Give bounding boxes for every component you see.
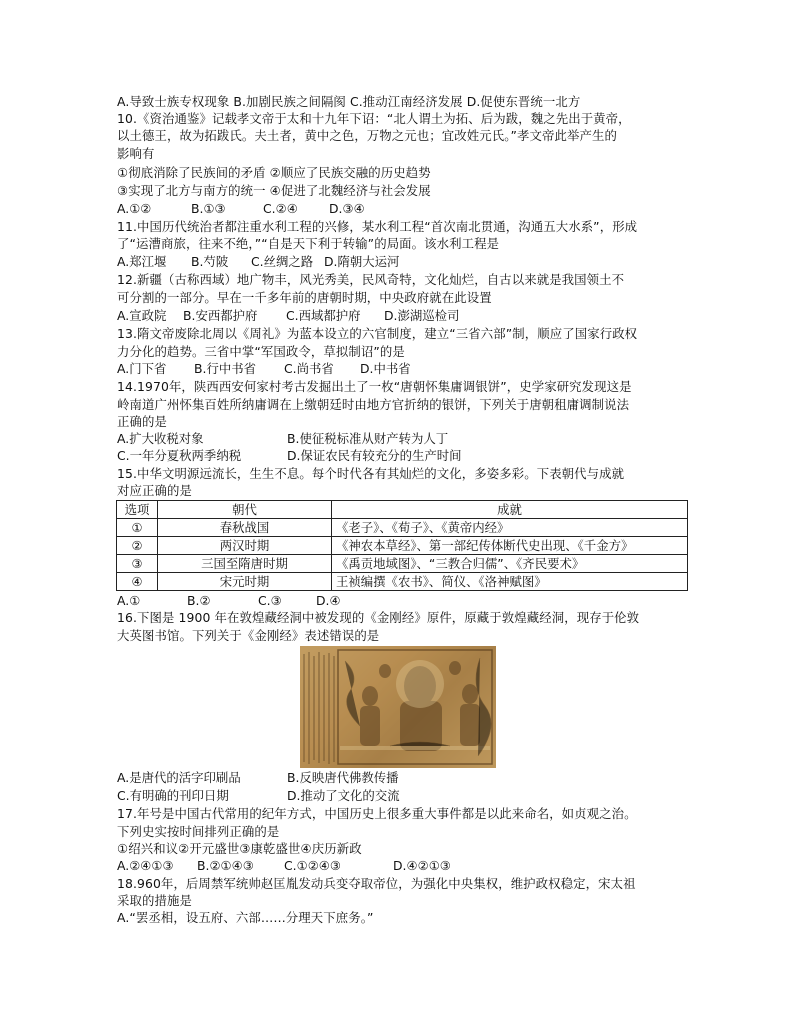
table-row	[117, 537, 688, 555]
table-header-achievement: 成就	[332, 501, 688, 519]
table-cell-dynasty: 三国至隋唐时期	[158, 555, 332, 573]
q12-option-d[interactable]: D.澎湖巡检司	[384, 308, 460, 323]
q13-option-a[interactable]: A.门下省	[117, 361, 167, 376]
q10-option-c[interactable]: C.②④	[263, 201, 298, 216]
q15-stem-line2: 对应正确的是	[117, 483, 192, 498]
q10-option-a[interactable]: A.①②	[117, 201, 152, 216]
q16-stem-line2: 大英图书馆。下列关于《金刚经》表述错误的是	[117, 628, 380, 643]
q16-option-a[interactable]: A.是唐代的活字印刷品	[117, 770, 241, 785]
q18-option-a[interactable]: A.“罢丞相，设五府、六部……分理天下庶务。”	[117, 910, 374, 925]
table-cell-option: ④	[117, 573, 158, 591]
q12-option-c[interactable]: C.西域都护府	[286, 308, 361, 323]
q12-option-a[interactable]: A.宣政院	[117, 308, 167, 323]
q17-stem-line1: 17.年号是中国古代常用的纪年方式，中国历史上很多重大事件都是以此来命名，如贞观之治。	[117, 806, 637, 821]
q14-option-a[interactable]: A.扩大收税对象	[117, 431, 204, 446]
sutra-illustration	[300, 646, 496, 768]
q17-stem-line2: 下列史实按时间排列正确的是	[117, 824, 280, 839]
q11-option-a[interactable]: A.郑江堰	[117, 254, 167, 269]
q14-stem-line2: 岭南道广州怀集百姓所纳庸调在上缴朝廷时由地方官折纳的银饼，下列关于唐朝租庸调制说法	[117, 397, 630, 412]
q13-option-c[interactable]: C.尚书省	[284, 361, 334, 376]
q10-stem-line3: 影响有	[117, 146, 155, 161]
dynasty-achievement-table	[116, 500, 688, 591]
table-cell-achievement: 《禹贡地域图》、“三教合归儒”、《齐民要术》	[332, 555, 688, 573]
table-cell-achievement: 《老子》、《荀子》、《黄帝内经》	[332, 519, 688, 537]
q16-option-c[interactable]: C.有明确的刊印日期	[117, 788, 229, 803]
table-cell-option: ③	[117, 555, 158, 573]
table-cell-dynasty: 宋元时期	[158, 573, 332, 591]
q11-option-c[interactable]: C.丝绸之路	[251, 254, 314, 269]
q17-option-a[interactable]: A.②④①③	[117, 858, 174, 873]
q14-stem-line1: 14.1970年，陕西西安何家村考古发掘出土了一枚“唐朝怀集庸调银饼”，史学家研究发现这是	[117, 379, 632, 394]
table-header-dynasty: 朝代	[158, 501, 332, 519]
q12-stem-line2: 可分割的一部分。早在一千多年前的唐朝时期，中央政府就在此设置	[117, 290, 492, 305]
q15-option-c[interactable]: C.③	[258, 593, 282, 608]
q10-statement-3-4: ③实现了北方与南方的统一 ④促进了北魏经济与社会发展	[117, 183, 431, 198]
q13-option-b[interactable]: B.行中书省	[194, 361, 257, 376]
q10-option-d[interactable]: D.③④	[329, 201, 365, 216]
table-row	[117, 555, 688, 573]
q13-stem-line2: 力分化的趋势。三省中掌“军国政令，草拟制诏”的是	[117, 344, 405, 359]
q17-statements: ①绍兴和议②开元盛世③康乾盛世④庆历新政	[117, 841, 362, 856]
q14-option-d[interactable]: D.保证农民有较充分的生产时间	[287, 448, 462, 463]
table-cell-dynasty: 两汉时期	[158, 537, 332, 555]
q13-option-d[interactable]: D.中书省	[360, 361, 411, 376]
table-row	[117, 573, 688, 591]
table-header-row	[117, 501, 688, 519]
table-cell-option: ②	[117, 537, 158, 555]
q11-stem-line1: 11.中国历代统治者都注重水利工程的兴修，某水利工程“首次南北贯通，沟通五大水系”，形成	[117, 219, 638, 234]
q15-stem-line1: 15.中华文明源远流长，生生不息。每个时代各有其灿烂的文化，多姿多彩。下表朝代与成就	[117, 466, 625, 481]
q15-option-b[interactable]: B.②	[187, 593, 211, 608]
q17-option-b[interactable]: B.②①④③	[197, 858, 254, 873]
q18-stem-line2: 采取的措施是	[117, 893, 192, 908]
q18-stem-line1: 18.960年，后周禁军统帅赵匡胤发动兵变夺取帝位，为强化中央集权，维护政权稳定，宋太祖	[117, 876, 636, 891]
q16-stem-line1: 16.下图是 1900 年在敦煌藏经洞中被发现的《金刚经》原件，原藏于敦煌藏经洞，现存于伦敦	[117, 610, 640, 625]
q11-stem-line2: 了“运漕商旅，往来不绝，”“自是天下利于转输”的局面。该水利工程是	[117, 236, 500, 251]
q9-options-line: A.导致士族专权现象 B.加剧民族之间隔阂 C.推动江南经济发展 D.促使东晋统一北方	[117, 94, 581, 109]
diamond-sutra-image	[300, 646, 496, 768]
q10-statement-1-2: ①彻底消除了民族间的矛盾 ②顺应了民族交融的历史趋势	[117, 165, 431, 180]
q13-stem-line1: 13.隋文帝废除北周以《周礼》为蓝本设立的六官制度，建立“三省六部”制，顺应了国家行政权	[117, 326, 638, 341]
q16-option-d[interactable]: D.推动了文化的交流	[287, 788, 400, 803]
table-cell-achievement: 王祯编撰《农书》、简仪、《洛神赋图》	[332, 573, 688, 591]
q17-option-d[interactable]: D.④②①③	[393, 858, 451, 873]
q12-option-b[interactable]: B.安西都护府	[183, 308, 258, 323]
q17-option-c[interactable]: C.①②④③	[284, 858, 342, 873]
table-cell-achievement: 《神农本草经》、第一部纪传体断代史出现、《千金方》	[332, 537, 688, 555]
q11-option-b[interactable]: B.芍陂	[191, 254, 229, 269]
table-cell-dynasty: 春秋战国	[158, 519, 332, 537]
q14-stem-line3: 正确的是	[117, 414, 167, 429]
q16-option-b[interactable]: B.反映唐代佛教传播	[287, 770, 399, 785]
table-header-option: 选项	[117, 501, 158, 519]
q10-stem-line2: 以土德王，故为拓跋氏。夫土者，黄中之色，万物之元也；宜改姓元氏。”孝文帝此举产生的	[117, 128, 617, 143]
table-cell-option: ①	[117, 519, 158, 537]
q14-option-c[interactable]: C.一年分夏秋两季纳税	[117, 448, 242, 463]
q15-option-d[interactable]: D.④	[316, 593, 341, 608]
q10-option-b[interactable]: B.①③	[191, 201, 226, 216]
table-row	[117, 519, 688, 537]
q14-option-b[interactable]: B.使征税标准从财产转为人丁	[287, 431, 449, 446]
q15-option-a[interactable]: A.①	[117, 593, 141, 608]
q11-option-d[interactable]: D.隋朝大运河	[324, 254, 400, 269]
q10-stem-line1: 10.《资治通鉴》记载孝文帝于太和十九年下诏：“北人谓土为拓、后为跋，魏之先出于黄帝，	[117, 111, 631, 126]
q12-stem-line1: 12.新疆（古称西域）地广物丰，风光秀美，民风奇特，文化灿烂，自古以来就是我国领土不	[117, 272, 625, 287]
